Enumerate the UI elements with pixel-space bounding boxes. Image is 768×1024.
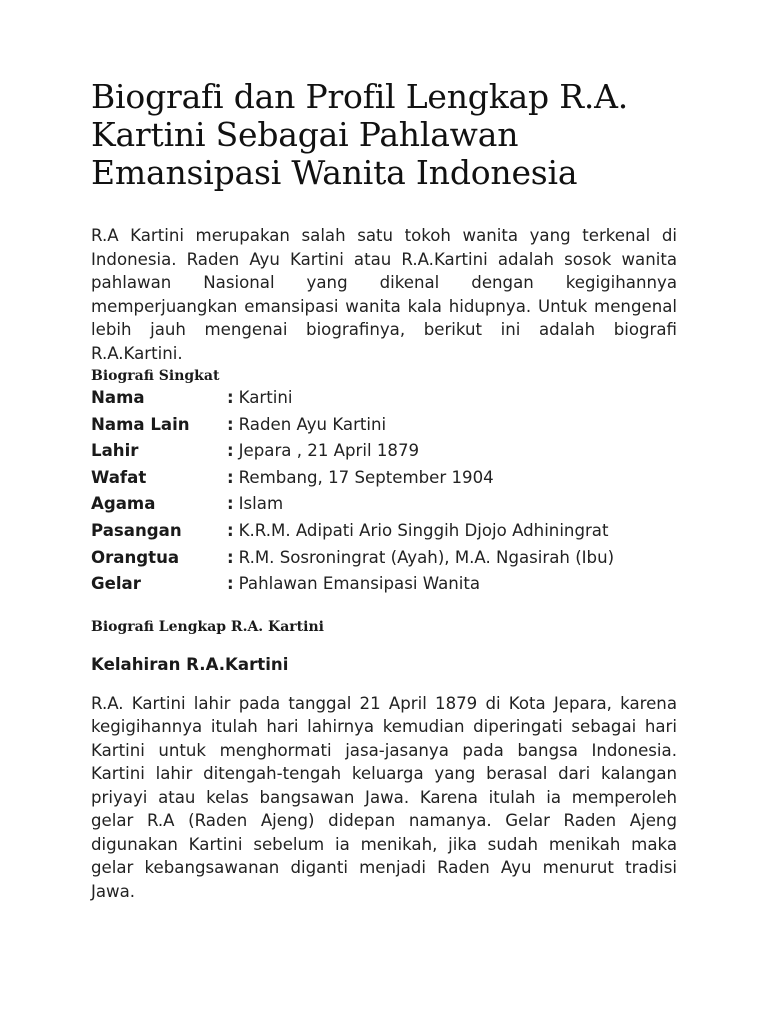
bio-colon: : (227, 520, 234, 540)
bio-colon: : (227, 494, 234, 514)
bio-value: R.M. Sosroningrat (Ayah), M.A. Ngasirah (Ibu) (238, 547, 615, 567)
bio-value: Pahlawan Emansipasi Wanita (238, 574, 481, 594)
bio-value: Islam (238, 494, 284, 514)
short-bio-table (91, 385, 677, 598)
bio-value: Raden Ayu Kartini (238, 414, 387, 434)
bio-row-nama (91, 385, 677, 412)
bio-label: Nama Lain (91, 414, 190, 434)
document-page (91, 78, 677, 903)
bio-label: Wafat (91, 467, 147, 487)
bio-value: Rembang, 17 September 1904 (238, 467, 494, 487)
bio-label: Pasangan (91, 520, 182, 540)
full-bio-heading: Biografi Lengkap R.A. Kartini (91, 618, 324, 635)
bio-colon: : (227, 574, 234, 594)
bio-row-pasangan (91, 518, 677, 545)
bio-row-orangtua (91, 545, 677, 572)
bio-colon: : (227, 467, 234, 487)
bio-colon: : (227, 388, 234, 407)
bio-row-nama-lain (91, 412, 677, 439)
bio-row-lahir (91, 438, 677, 465)
bio-colon: : (227, 441, 234, 461)
bio-label: Gelar (91, 574, 141, 594)
bio-value: Kartini (238, 388, 293, 407)
document-title: Biografi dan Profil Lengkap R.A. Kartini Sebagai Pahlawan Emansipasi Wanita Indonesia (91, 77, 629, 192)
bio-row-gelar (91, 571, 677, 598)
bio-value: Jepara , 21 April 1879 (238, 441, 420, 461)
birth-section-heading: Kelahiran R.A.Kartini (91, 654, 289, 674)
intro-paragraph: R.A Kartini merupakan salah satu tokoh wanita yang terkenal di Indonesia. Raden Ayu Kartini atau R.A.Kartini adalah sosok wanita pahlawan Nasional yang dikenal dengan kegigihannya memperjuangkan emansipasi wanita kala hidupnya. Untuk mengenal lebih jauh mengenai biografinya, berikut ini adalah biografi R.A.Kartini. (91, 226, 677, 363)
bio-label: Nama (91, 388, 145, 407)
bio-value: K.R.M. Adipati Ario Singgih Djojo Adhiningrat (238, 520, 609, 540)
short-bio-heading: Biografi Singkat (91, 368, 220, 384)
bio-row-wafat (91, 465, 677, 492)
bio-row-agama (91, 491, 677, 518)
birth-paragraph: R.A. Kartini lahir pada tanggal 21 April 1879 di Kota Jepara, karena kegigihannya itulah hari lahirnya kemudian diperingati sebagai hari Kartini untuk menghormati jasa-jasanya pada bangsa Indonesia. Kartini lahir ditengah-tengah keluarga yang berasal dari kalangan priyayi atau kelas bangsawan Jawa. Karena itulah ia memperoleh gelar R.A (Raden Ajeng) didepan namanya. Gelar Raden Ajeng digunakan Kartini sebelum ia menikah, jika sudah menikah maka gelar kebangsawanan diganti menjadi Raden Ayu menurut tradisi Jawa. (91, 693, 677, 901)
bio-colon: : (227, 547, 234, 567)
bio-label: Agama (91, 494, 156, 514)
bio-label: Orangtua (91, 547, 180, 567)
bio-colon: : (227, 414, 234, 434)
bio-label: Lahir (91, 441, 139, 461)
